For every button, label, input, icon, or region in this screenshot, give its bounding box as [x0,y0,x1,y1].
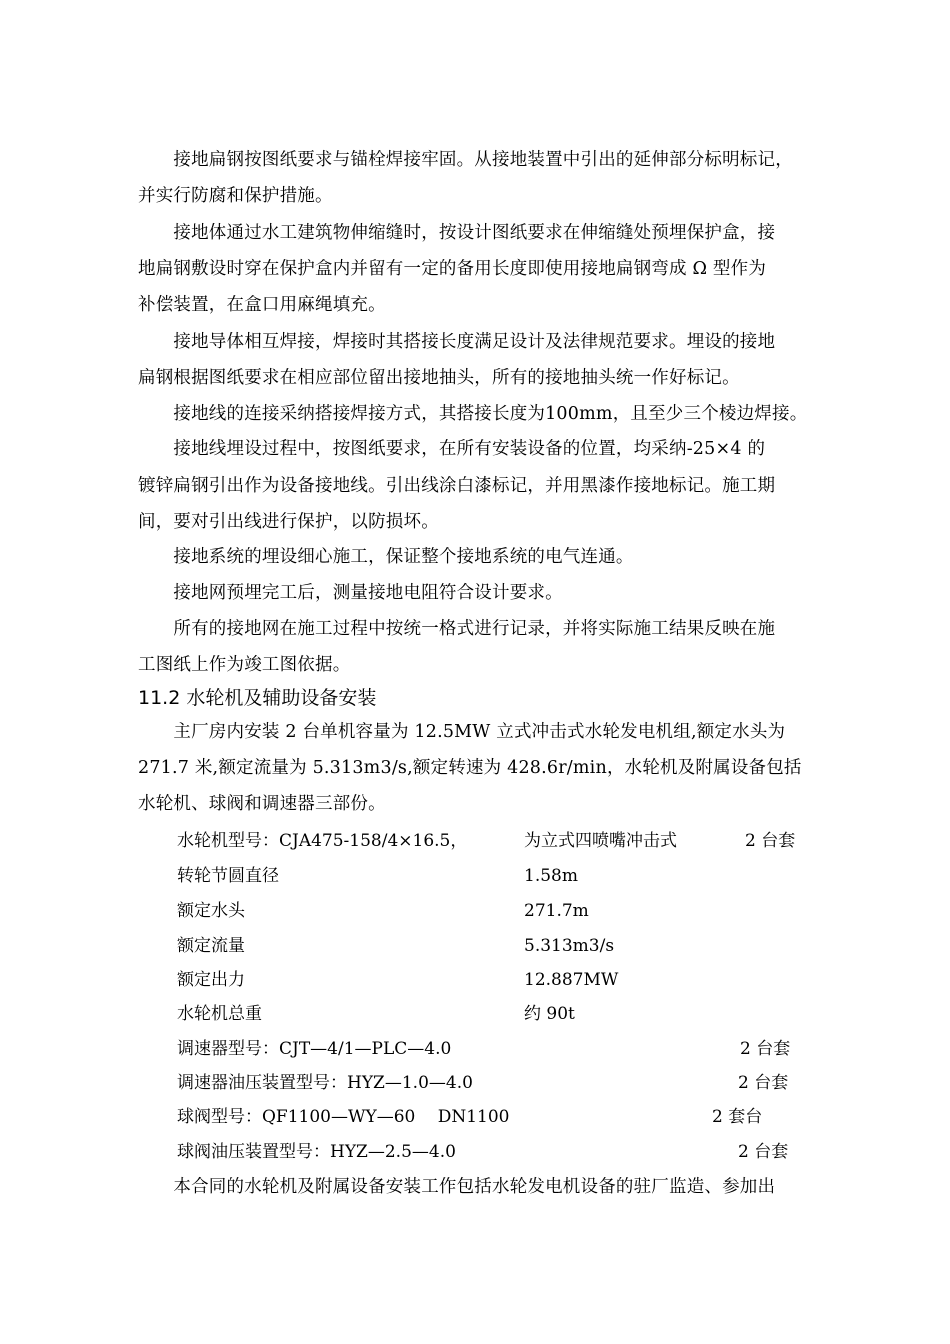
section-heading: 11.2 水轮机及辅助设备安装 [138,687,377,709]
paragraph-line: 工图纸上作为竣工图依据。 [138,655,351,675]
paragraph-line: 扁钢根据图纸要求在相应部位留出接地抽头，所有的接地抽头统一作好标记。 [138,368,740,388]
spec-quantity: 2 台套 [738,1142,789,1162]
paragraph-line: 接地体通过水工建筑物伸缩缝时，按设计图纸要求在伸缩缝处预埋保护盒，接 [138,223,776,243]
spec-value: 12.887MW [524,970,619,990]
spec-label: 水轮机型号：CJA475-158/4×16.5， [177,831,468,851]
spec-value: 5.313m3/s [524,936,615,956]
paragraph-line: 接地线埋设过程中，按图纸要求，在所有安装设备的位置，均采纳-25×4 的 [138,439,766,459]
spec-label: 调速器油压装置型号：HYZ—1.0—4.0 [177,1073,473,1093]
paragraph-line: 接地线的连接采纳搭接焊接方式，其搭接长度为100mm，且至少三个棱边焊接。 [138,404,808,424]
paragraph-line: 接地网预埋完工后，测量接地电阻符合设计要求。 [138,583,563,603]
paragraph-line: 271.7 米,额定流量为 5.313m3/s,额定转速为 428.6r/min，水轮机及附属设备包括 [138,758,802,778]
paragraph-line: 接地系统的埋设细心施工，保证整个接地系统的电气连通。 [138,547,634,567]
paragraph-line: 水轮机、球阀和调速器三部份。 [138,794,386,814]
paragraph-line: 补偿装置，在盒口用麻绳填充。 [138,295,386,315]
paragraph-line: 接地扁钢按图纸要求与锚栓焊接牢固。从接地装置中引出的延伸部分标明标记， [138,150,793,170]
spec-label: 球阀油压装置型号：HYZ—2.5—4.0 [177,1142,456,1162]
spec-label: 额定水头 [177,901,245,921]
spec-value: 271.7m [524,901,589,921]
paragraph-line: 地扁钢敷设时穿在保护盒内并留有一定的备用长度即使用接地扁钢弯成 Ω 型作为 [138,259,767,279]
spec-label: 额定出力 [177,970,245,990]
spec-label: 水轮机总重 [177,1004,262,1024]
paragraph-line: 主厂房内安装 2 台单机容量为 12.5MW 立式冲击式水轮发电机组,额定水头为 [138,722,786,742]
spec-quantity: 2 台套 [740,1039,791,1059]
paragraph-line: 本合同的水轮机及附属设备安装工作包括水轮发电机设备的驻厂监造、参加出 [138,1177,776,1197]
spec-label: 球阀型号：QF1100—WY—60 DN1100 [177,1107,510,1127]
spec-label: 转轮节圆直径 [177,866,279,886]
spec-label: 调速器型号：CJT—4/1—PLC—4.0 [177,1039,452,1059]
spec-label: 额定流量 [177,936,245,956]
spec-value: 1.58m [524,866,578,886]
paragraph-line: 接地导体相互焊接，焊接时其搭接长度满足设计及法律规范要求。埋设的接地 [138,332,776,352]
spec-quantity: 2 台套 [745,831,796,851]
paragraph-line: 并实行防腐和保护措施。 [138,186,333,206]
paragraph-line: 所有的接地网在施工过程中按统一格式进行记录，并将实际施工结果反映在施 [138,619,776,639]
paragraph-line: 镀锌扁钢引出作为设备接地线。引出线涂白漆标记，并用黑漆作接地标记。施工期 [138,476,776,496]
spec-value: 为立式四喷嘴冲击式 [524,831,677,851]
spec-quantity: 2 台套 [738,1073,789,1093]
paragraph-line: 间，要对引出线进行保护，以防损坏。 [138,512,439,532]
spec-quantity: 2 套台 [712,1107,763,1127]
spec-value: 约 90t [524,1004,575,1024]
